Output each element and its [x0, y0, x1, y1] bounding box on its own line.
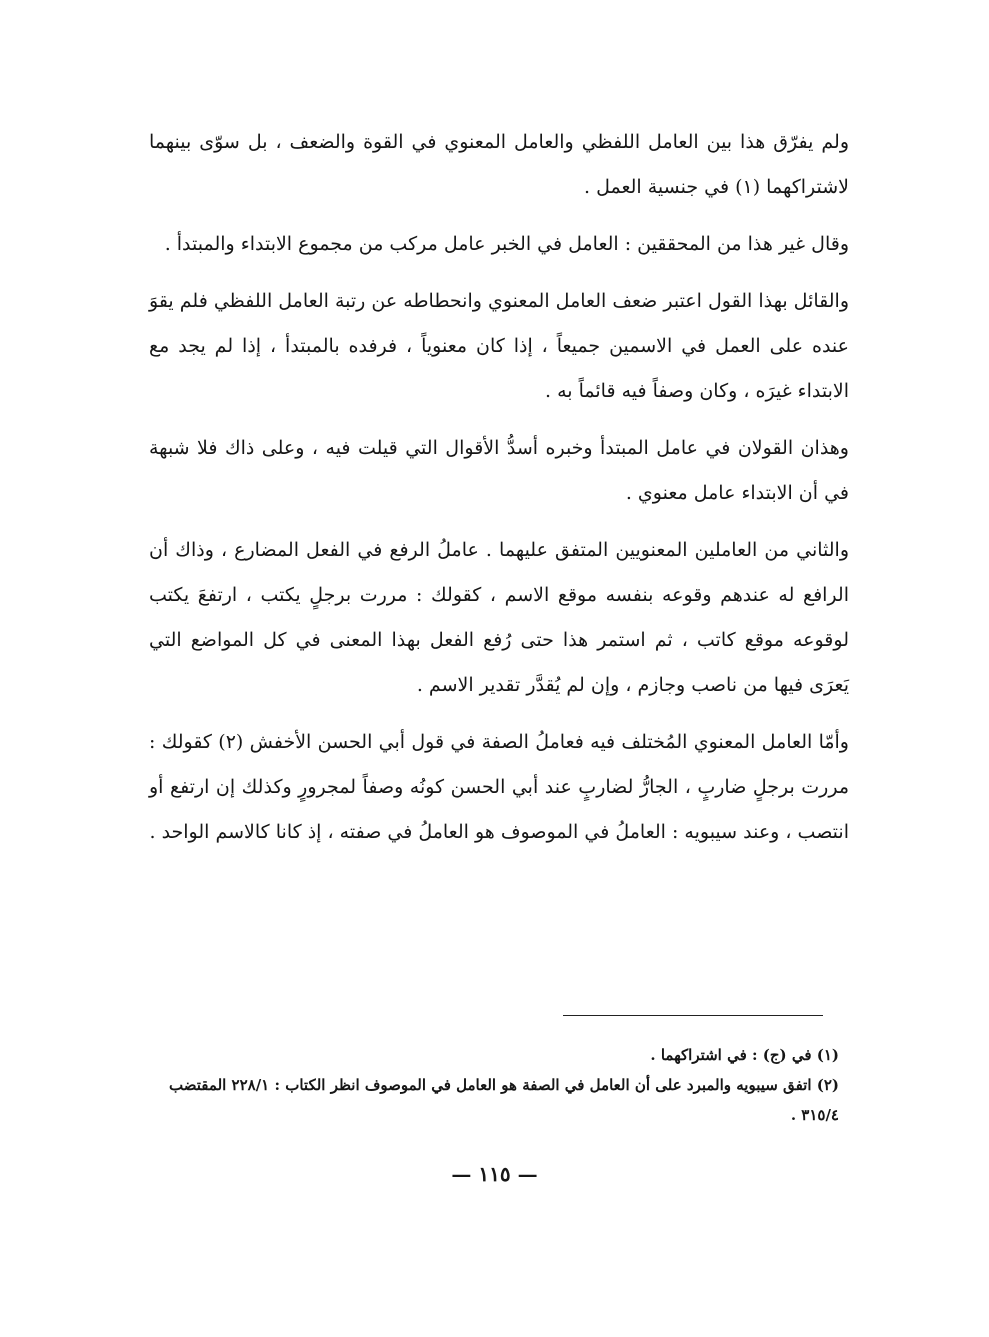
main-text	[149, 120, 849, 867]
paragraph-1: ولم يفرّق هذا بين العامل اللفظي والعامل المعنوي في القوة والضعف ، بل سوّى بينهما لاشتراكهما (١) في جنسية العمل .	[149, 131, 849, 198]
paragraph-2: وقال غير هذا من المحققين : العامل في الخبر عامل مركب من مجموع الابتداء والمبتدأ .	[164, 233, 849, 255]
paragraph-6: وأمّا العامل المعنوي المُختلف فيه فعاملُ الصفة في قول أبي الحسن الأخفش (٢) كقولك : مررت برجلٍ ضاربٍ ، الجارُّ لضاربٍ عند أبي الحسن كونُه وصفاً لمجرورٍ وكذلك إن ارتفع أو انتصب ، وعند سيبويه : العاملُ في الموصوف هو العاملُ في صفته ، إذ كانا كالاسم الواحد .	[149, 731, 849, 843]
page-number: — ١١٥ —	[451, 1162, 538, 1186]
paragraph-3: والقائل بهذا القول اعتبر ضعف العامل المعنوي وانحطاطه عن رتبة العامل اللفظي فلم يقوَ عنده على العمل في الاسمين جميعاً ، إذا كان معنوياً ، فرفده بالمبتدأ ، إذا لم يجد مع الابتداء غيرَه ، وكان وصفاً فيه قائماً به .	[149, 290, 849, 402]
footnotes	[139, 1040, 839, 1130]
footnote-1: (١) في (ج) : في اشتراكهما .	[650, 1046, 839, 1064]
footnote-2: (٢) اتفق سيبويه والمبرد على أن العامل في الصفة هو العامل في الموصوف انظر الكتاب : ٢٢٨/١ المقتضب ٣١٥/٤ .	[169, 1076, 839, 1124]
footnote-separator	[563, 1015, 823, 1016]
paragraph-5: والثاني من العاملين المعنويين المتفق عليهما . عاملُ الرفع في الفعل المضارع ، وذاك أن الرافع له عندهم وقوعه بنفسه موقع الاسم ، كقولك : مررت برجلٍ يكتب ، ارتفعَ يكتب لوقوعه موقع كاتب ، ثم استمر هذا حتى رُفع الفعل بهذا المعنى في كل المواضع التي يَعرَى فيها من ناصب وجازم ، وإن لم يُقدَّر تقدير الاسم .	[149, 539, 849, 696]
paragraph-4: وهذان القولان في عامل المبتدأ وخبره أسدُّ الأقوال التي قيلت فيه ، وعلى ذاك فلا شبهة في أن الابتداء عامل معنوي .	[149, 437, 849, 504]
